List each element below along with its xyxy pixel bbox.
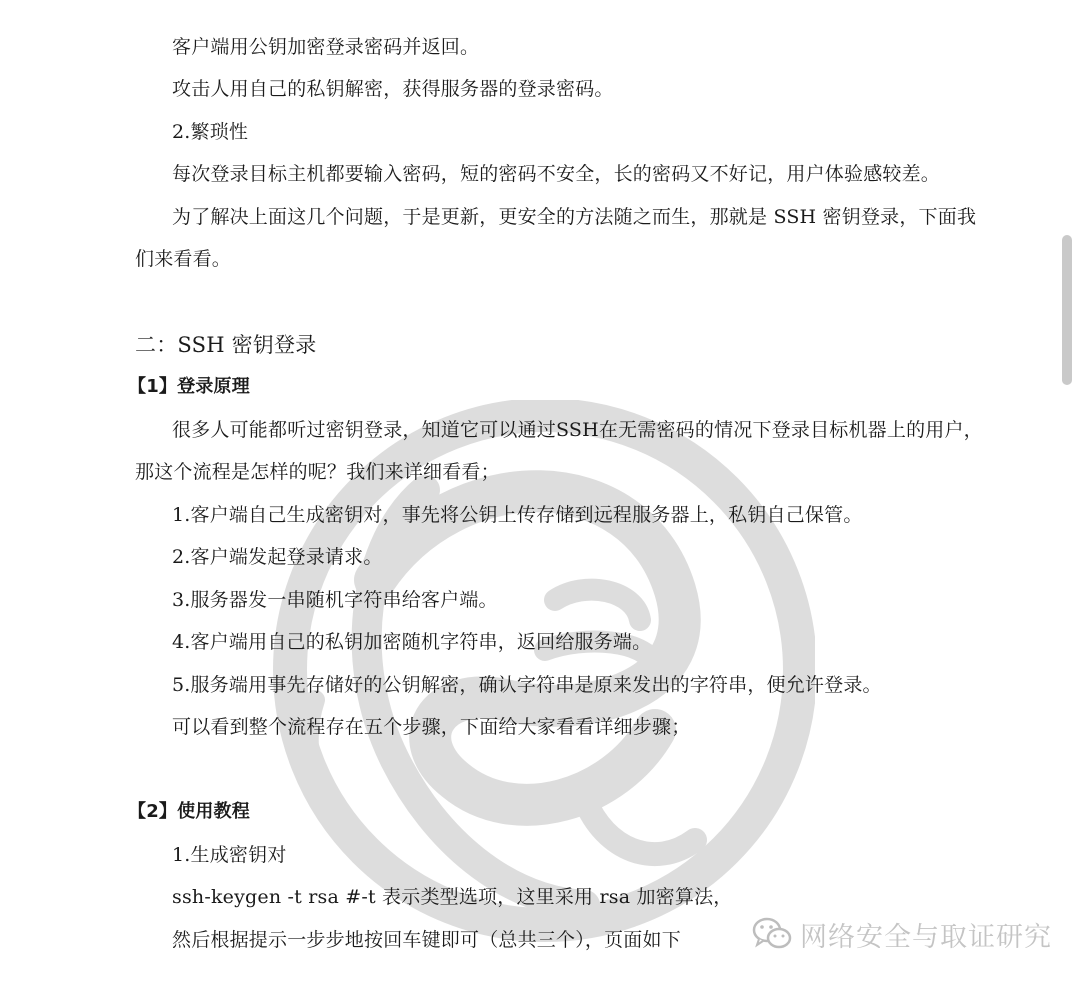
text-line: 攻击人用自己的私钥解密，获得服务器的登录密码。 [172,78,614,100]
section-title: 二：SSH 密钥登录 [135,333,317,357]
step-item: 5.服务端用事先存储好的公钥解密，确认字符串是原来发出的字符串，便允许登录。 [172,674,882,696]
step-item: 1.生成密钥对 [172,844,287,866]
step-item: 2.客户端发起登录请求。 [172,546,383,568]
scrollbar-thumb[interactable] [1062,235,1072,385]
step-item: 3.服务器发一串随机字符串给客户端。 [172,589,498,611]
list-heading: 2.繁琐性 [172,121,249,143]
step-item: 4.客户端用自己的私钥加密随机字符串，返回给服务端。 [172,631,652,653]
step-item: 1.客户端自己生成密钥对，事先将公钥上传存储到远程服务器上，私钥自己保管。 [172,504,863,526]
account-name: 网络安全与取证研究 [800,921,1052,953]
text-line: 为了解决上面这几个问题，于是更新，更安全的方法随之而生，那就是 SSH 密钥登录，下面我 [172,206,977,228]
paragraph-line: 那这个流程是怎样的呢？我们来详细看看； [135,461,500,483]
paragraph-line: 很多人可能都听过密钥登录，知道它可以通过SSH在无需密码的情况下登录目标机器上的用户， [172,419,983,441]
text-line: 每次登录目标主机都要输入密码，短的密码不安全，长的密码又不好记，用户体验感较差。 [172,163,941,185]
summary-line: 可以看到整个流程存在五个步骤，下面给大家看看详细步骤； [172,716,691,738]
command-line: ssh-keygen -t rsa #-t 表示类型选项，这里采用 rsa 加密算法， [172,886,733,908]
text-line: 客户端用公钥加密登录密码并返回。 [172,36,480,58]
subsection-title: 【2】使用教程 [128,801,250,822]
text-line: 们来看看。 [135,248,232,270]
scrollbar[interactable] [1062,235,1072,385]
subsection-title: 【1】登录原理 [128,376,250,397]
account-badge [752,912,1052,956]
wechat-icon [752,916,792,952]
text-line: 然后根据提示一步步地按回车键即可（总共三个），页面如下 [172,929,681,951]
